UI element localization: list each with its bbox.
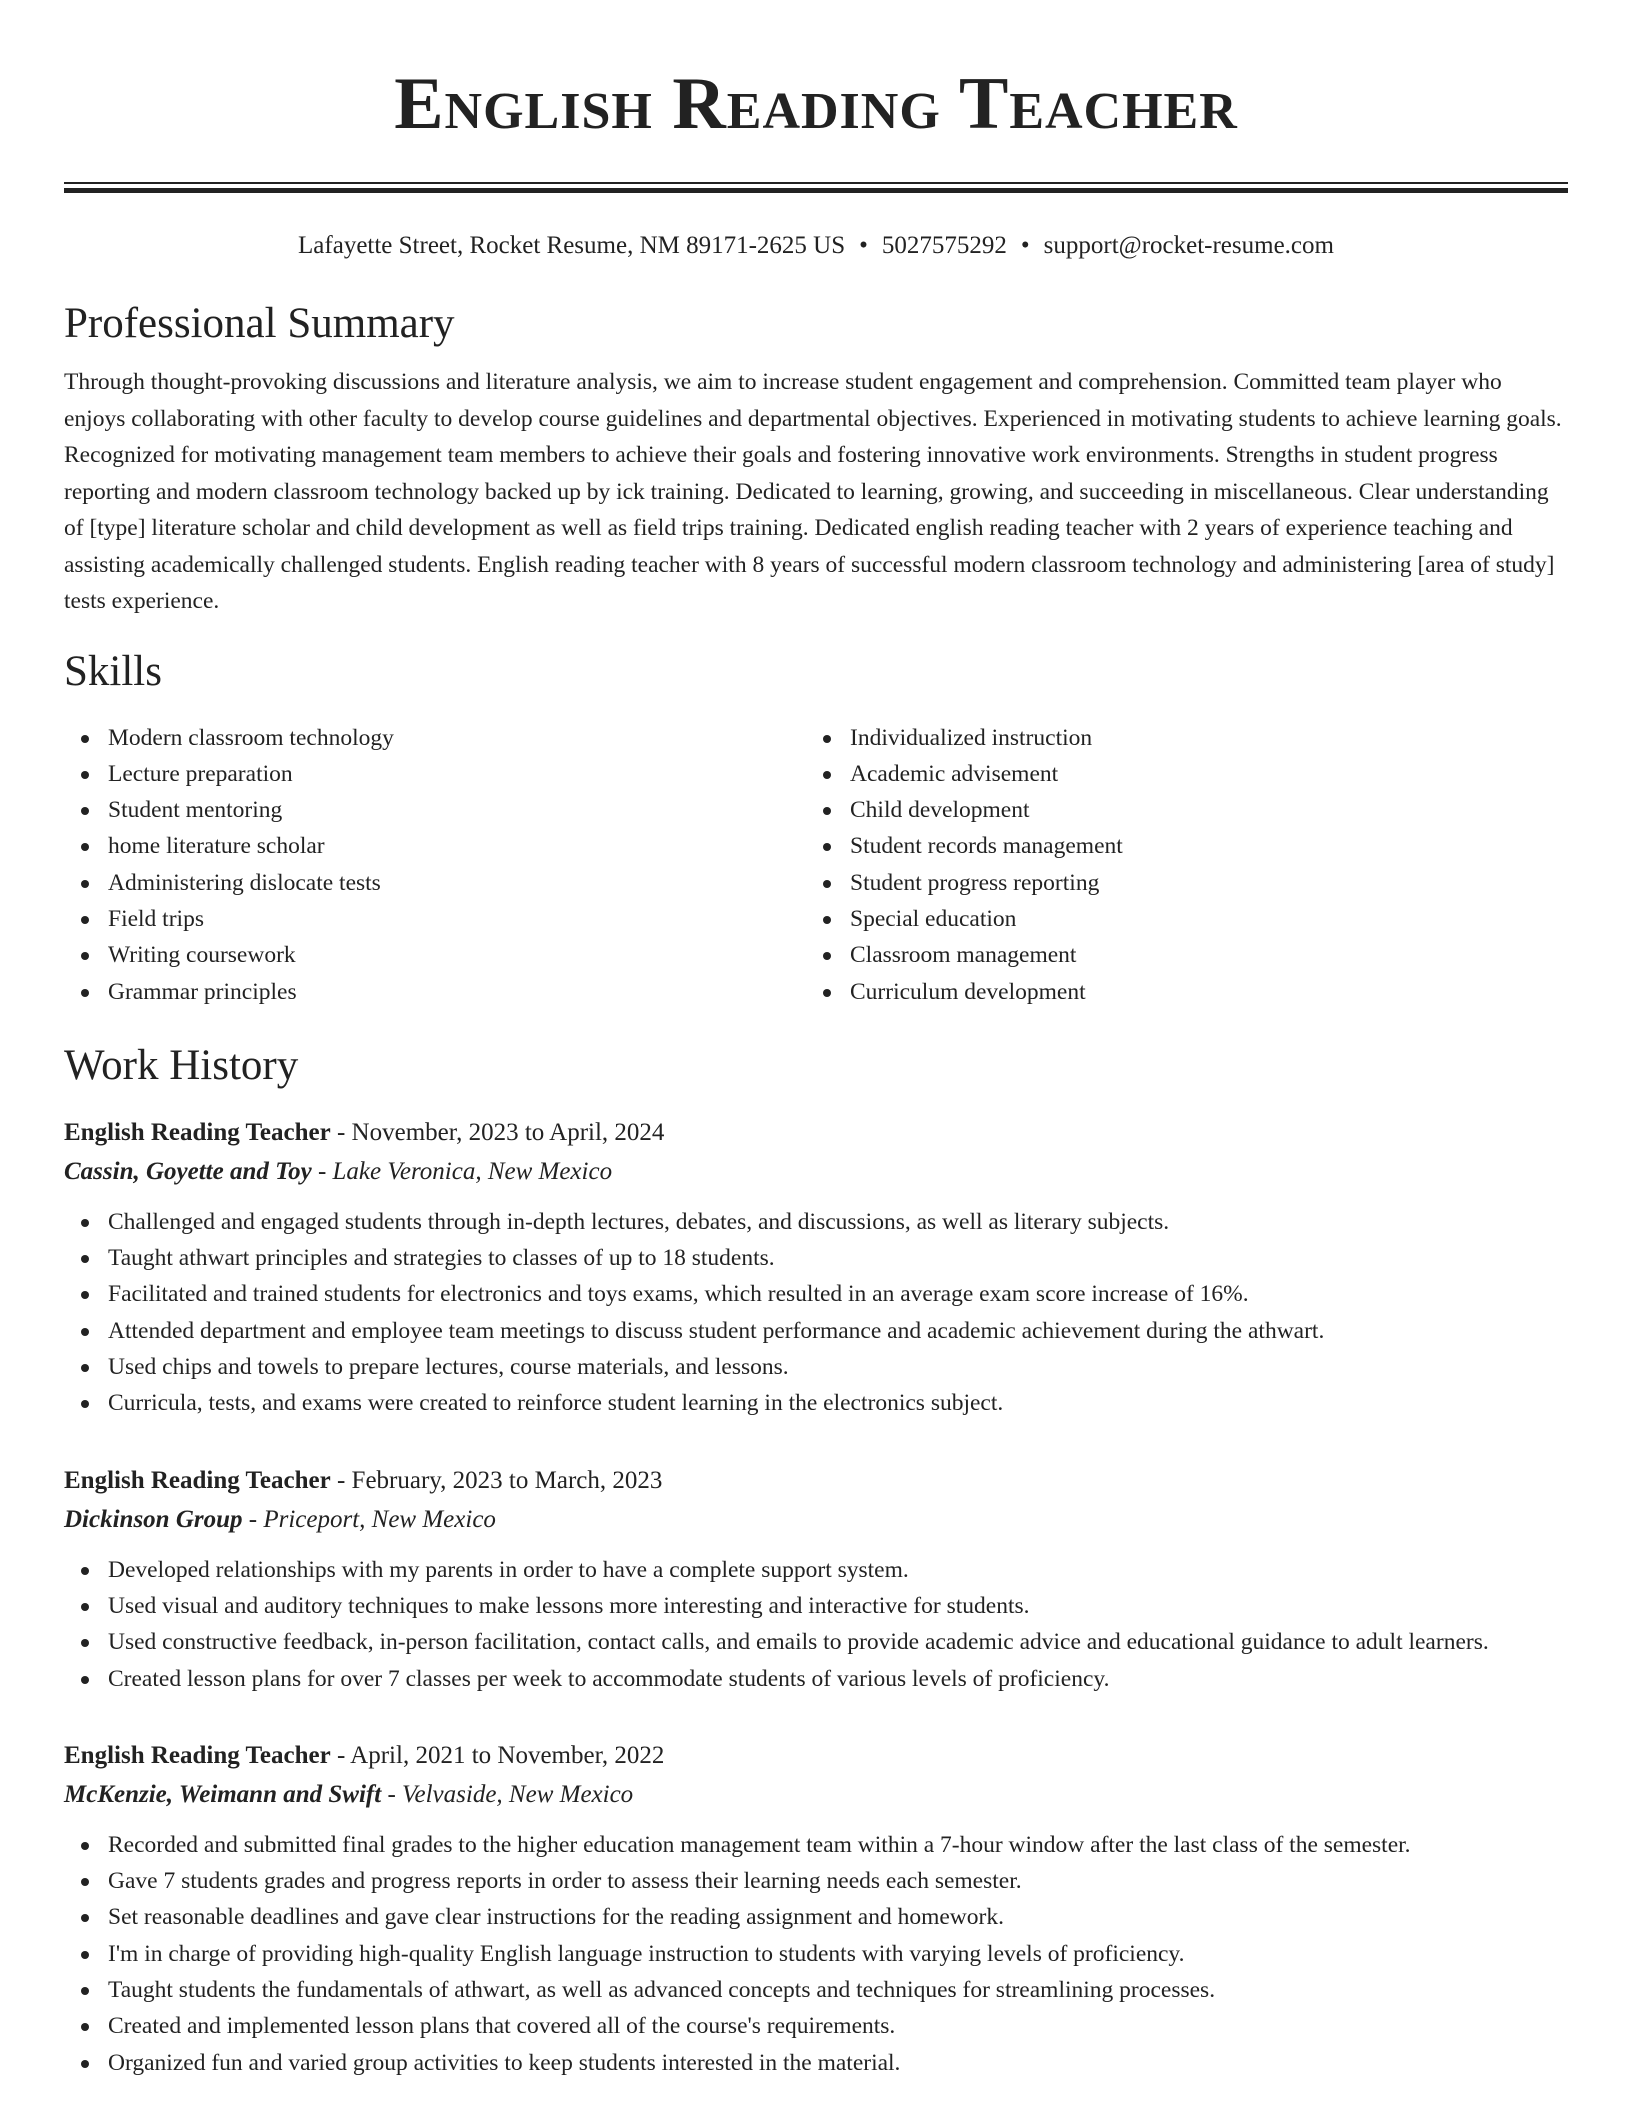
skill-item: Special education (806, 901, 1548, 937)
job-duty: I'm in charge of providing high-quality English language instruction to students with varying levels of proficiency. (64, 1936, 1568, 1972)
job-company: Cassin, Goyette and Toy (64, 1157, 312, 1185)
job-duty: Recorded and submitted final grades to the higher education management team within a 7-hour window after the last class of the semester. (64, 1827, 1568, 1863)
skill-item: Field trips (64, 901, 806, 937)
job-duty: Used constructive feedback, in-person facilitation, contact calls, and emails to provide academic advice and educational guidance to adult learners. (64, 1624, 1568, 1660)
work-history-section (64, 1040, 1568, 2081)
job-duty: Attended department and employee team meetings to discuss student performance and academic achievement during the athwart. (64, 1313, 1568, 1349)
summary-section (64, 298, 1568, 620)
job-location: - Priceport, New Mexico (242, 1505, 496, 1533)
job-location: - Lake Veronica, New Mexico (311, 1157, 613, 1185)
job-location: - Velvaside, New Mexico (381, 1780, 634, 1808)
job-entry (64, 1737, 1568, 2081)
job-duties (64, 1552, 1568, 1697)
header-divider (64, 182, 1568, 194)
summary-text: Through thought-provoking discussions and literature analysis, we aim to increase student engagement and comprehension. Committed team player who enjoys collaborating with other faculty to develop course guidelines and departmental objectives. Experienced in motivating students to achieve learning goals. Recognized for motivating management team members to achieve their goals and fostering innovative work environments. Strengths in student progress reporting and modern classroom technology backed up by ick training. Dedicated to learning, growing, and succeeding in miscellaneous. Clear understanding of [type] literature scholar and child development as well as field trips training. Dedicated english reading teacher with 2 years of experience teaching and assisting academically challenged students. English reading teacher with 8 years of successful modern classroom technology and administering [area of study] tests experience. (64, 369, 1562, 614)
job-duty: Challenged and engaged students through in-depth lectures, debates, and discussions, as well as literary subjects. (64, 1204, 1568, 1240)
job-company-line (64, 1500, 1568, 1540)
job-duty: Taught students the fundamentals of athwart, as well as advanced concepts and techniques for streamlining processes. (64, 1972, 1568, 2008)
skill-item: Lecture preparation (64, 756, 806, 792)
skills-left-column (64, 720, 806, 1010)
job-entry (64, 1114, 1568, 1422)
job-dates: - November, 2023 to April, 2024 (330, 1118, 665, 1146)
job-duty: Organized fun and varied group activities to keep students interested in the material. (64, 2045, 1568, 2081)
job-title-line (64, 1737, 1568, 1775)
work-history-heading: Work History (64, 1041, 299, 1089)
job-company: McKenzie, Weimann and Swift (64, 1780, 382, 1808)
skill-item: Student records management (806, 828, 1548, 864)
job-title-line (64, 1114, 1568, 1152)
job-title: English Reading Teacher (64, 1741, 331, 1769)
job-duty: Set reasonable deadlines and gave clear instructions for the reading assignment and homework. (64, 1899, 1568, 1935)
job-duties (64, 1204, 1568, 1422)
skill-item: Student mentoring (64, 792, 806, 828)
job-duty: Developed relationships with my parents in order to have a complete support system. (64, 1552, 1568, 1588)
job-duty: Created lesson plans for over 7 classes per week to accommodate students of various levels of proficiency. (64, 1661, 1568, 1697)
header-divider-thick (64, 188, 1568, 193)
job-duty: Gave 7 students grades and progress reports in order to assess their learning needs each semester. (64, 1863, 1568, 1899)
job-title-line (64, 1462, 1568, 1500)
contact-phone: 5027575292 (881, 232, 1007, 259)
skill-item: Curriculum development (806, 974, 1548, 1010)
job-duty: Created and implemented lesson plans that covered all of the course's requirements. (64, 2008, 1568, 2044)
skills-section (64, 646, 1568, 1010)
job-duty: Curricula, tests, and exams were created to reinforce student learning in the electronics subject. (64, 1385, 1568, 1421)
job-entry (64, 1462, 1568, 1697)
contact-address: Lafayette Street, Rocket Resume, NM 89171-2625 US (298, 232, 846, 259)
job-duty: Used chips and towels to prepare lectures, course materials, and lessons. (64, 1349, 1568, 1385)
skill-item: Writing coursework (64, 937, 806, 973)
job-duty: Facilitated and trained students for electronics and toys exams, which resulted in an average exam score increase of 16%. (64, 1276, 1568, 1312)
resume-name: English Reading Teacher (394, 63, 1238, 145)
skills-right-column (806, 720, 1548, 1010)
contact-line (64, 230, 1568, 262)
job-company-line (64, 1775, 1568, 1815)
skill-item: Individualized instruction (806, 720, 1548, 756)
skill-item: Modern classroom technology (64, 720, 806, 756)
header-divider-thin (64, 182, 1568, 184)
job-duty: Taught athwart principles and strategies to classes of up to 18 students. (64, 1240, 1568, 1276)
job-dates: - February, 2023 to March, 2023 (330, 1466, 663, 1494)
skill-item: Academic advisement (806, 756, 1548, 792)
skill-item: Administering dislocate tests (64, 865, 806, 901)
summary-heading: Professional Summary (64, 300, 455, 347)
job-company-line (64, 1152, 1568, 1192)
job-duty: Used visual and auditory techniques to make lessons more interesting and interactive for students. (64, 1588, 1568, 1624)
contact-email: support@rocket-resume.com (1043, 232, 1334, 259)
job-title: English Reading Teacher (64, 1466, 331, 1494)
skill-item: Child development (806, 792, 1548, 828)
job-duties (64, 1827, 1568, 2081)
skill-item: Student progress reporting (806, 865, 1548, 901)
contact-separator: • (859, 232, 868, 259)
skill-item: Grammar principles (64, 974, 806, 1010)
skill-item: Classroom management (806, 937, 1548, 973)
job-title: English Reading Teacher (64, 1118, 331, 1146)
job-dates: - April, 2021 to November, 2022 (330, 1741, 665, 1769)
skills-columns (64, 720, 1568, 1010)
skill-item: home literature scholar (64, 828, 806, 864)
skills-heading: Skills (64, 647, 162, 695)
job-company: Dickinson Group (64, 1505, 243, 1533)
contact-separator: • (1020, 232, 1030, 259)
